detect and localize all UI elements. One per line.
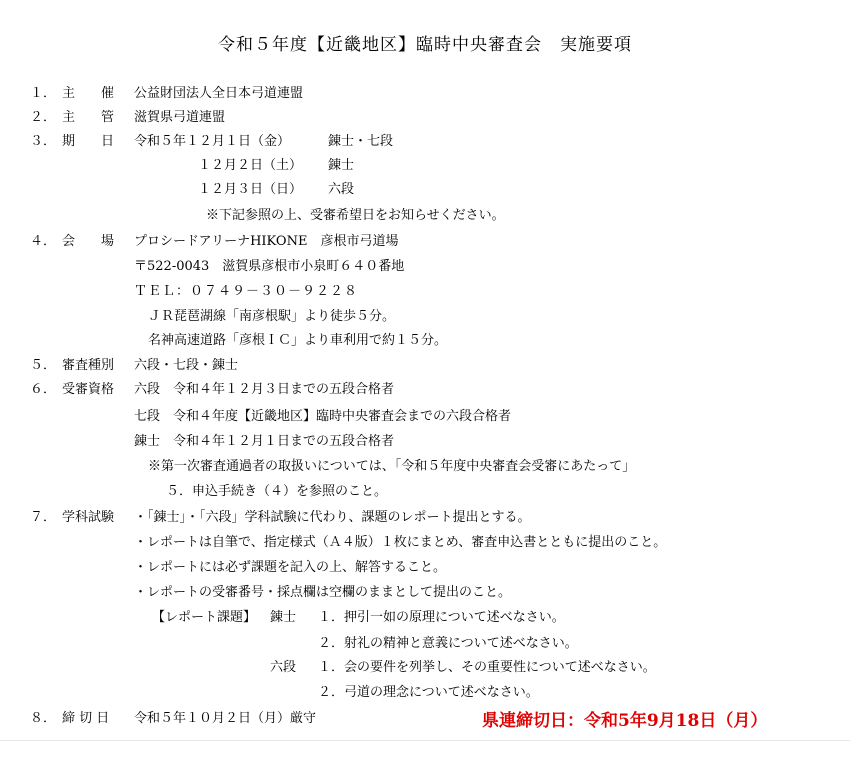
section-number: ４． — [30, 234, 57, 249]
qualification-note-cont: ５．申込手続き（４）を参照のこと。 — [166, 484, 388, 499]
venue-tel: ＴＥＬ：０７４９－３０－９２２８ — [134, 284, 359, 299]
exam-bullet: ・レポートの受審番号・採点欄は空欄のままとして提出のこと。 — [134, 585, 512, 600]
qualification-line: 六段 令和４年１２月３日までの五段合格者 — [134, 382, 395, 397]
report-topic: ２．弓道の理念について述べなさい。 — [318, 685, 539, 700]
grade-2: 錬士 — [328, 158, 355, 173]
section-label: 受審資格 — [62, 382, 115, 397]
section-label: 期 日 — [62, 134, 115, 149]
exam-bullet: ・レポートは自筆で、指定様式（Ａ４版）１枚にまとめ、審査申込書とともに提出のこと。 — [134, 535, 667, 550]
section-label: 学科試験 — [62, 510, 115, 525]
date-2: １２月２日（土） — [198, 158, 303, 173]
deadline-value: 令和５年１０月２日（月）厳守 — [134, 711, 317, 726]
section-number: ８． — [30, 711, 57, 726]
host-value: 滋賀県弓道連盟 — [134, 110, 226, 125]
section-label: 審査種別 — [62, 358, 115, 373]
grade-3: 六段 — [328, 182, 355, 197]
date-note: ※下記参照の上、受審希望日をお知らせください。 — [206, 208, 505, 223]
section-label: 会 場 — [62, 234, 115, 249]
section-number: ３． — [30, 134, 57, 149]
section-number: ７． — [30, 510, 57, 525]
qualification-line: 錬士 令和４年１２月１日までの五段合格者 — [134, 434, 395, 449]
page-title: 令和５年度【近畿地区】臨時中央審査会 実施要項 — [218, 35, 632, 55]
report-grade-rokudan: 六段 — [270, 660, 297, 675]
grade-1: 錬士・七段 — [328, 134, 394, 149]
section-number: ２． — [30, 110, 57, 125]
report-topic: １．会の要件を列挙し、その重要性について述べなさい。 — [318, 660, 656, 675]
report-grade-renshi: 錬士 — [270, 610, 297, 625]
access-car: 名神高速道路「彦根ＩＣ」より車利用で約１５分。 — [148, 333, 448, 348]
page-divider — [0, 740, 850, 741]
report-topic: １．押引一如の原理について述べなさい。 — [318, 610, 565, 625]
section-label: 主 管 — [62, 110, 115, 125]
section-label: 主 催 — [62, 86, 115, 101]
prefecture-deadline: 県連締切日：令和5年9月18日（月） — [482, 711, 768, 731]
exam-types: 六段・七段・錬士 — [134, 358, 239, 373]
section-label: 締 切 日 — [62, 711, 110, 726]
venue-name: プロシードアリーナHIKONE 彦根市弓道場 — [134, 234, 399, 249]
section-number: １． — [30, 86, 57, 101]
date-3: １２月３日（日） — [198, 182, 303, 197]
qualification-line: 七段 令和４年度【近畿地区】臨時中央審査会までの六段合格者 — [134, 409, 512, 424]
date-1: 令和５年１２月１日（金） — [134, 134, 291, 149]
access-train: ＪＲ琵琶湖線「南彦根駅」より徒歩５分。 — [148, 309, 396, 324]
exam-bullet: ・「錬士」・「六段」学科試験に代わり、課題のレポート提出とする。 — [134, 510, 531, 525]
report-label: 【レポート課題】 — [152, 610, 257, 625]
organizer-value: 公益財団法人全日本弓道連盟 — [134, 86, 304, 101]
section-number: ６． — [30, 382, 57, 397]
exam-bullet: ・レポートには必ず課題を記入の上、解答すること。 — [134, 560, 447, 575]
section-number: ５． — [30, 358, 57, 373]
report-topic: ２．射礼の精神と意義について述べなさい。 — [318, 636, 578, 651]
qualification-note: ※第一次審査通過者の取扱いについては、「令和５年度中央審査会受審にあたって」 — [148, 459, 636, 474]
venue-address: 〒522-0043 滋賀県彦根市小泉町６４０番地 — [134, 259, 405, 274]
